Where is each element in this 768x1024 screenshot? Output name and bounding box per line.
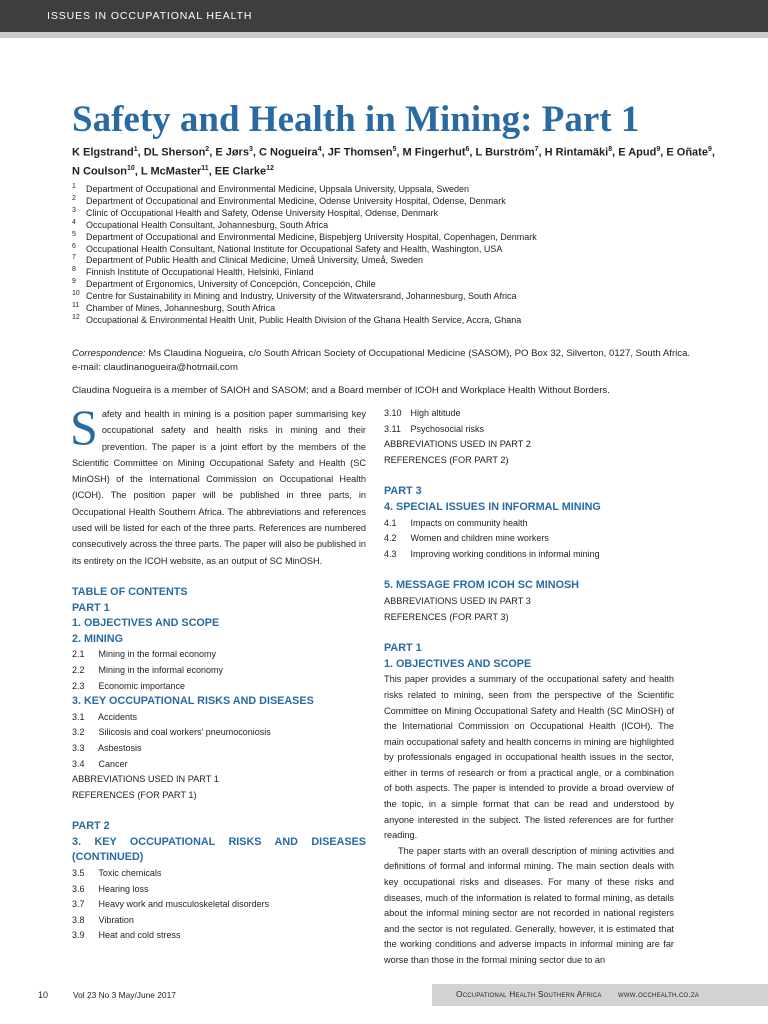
author-affiliation-number: 12 — [266, 164, 274, 172]
toc-item — [384, 531, 674, 547]
toc-heading: TABLE OF CONTENTS — [72, 585, 188, 598]
author-affiliation-number: 5 — [392, 146, 397, 153]
toc-item-title: Improving working conditions in informal mining — [408, 548, 600, 559]
toc-item — [384, 516, 674, 532]
issue-info: Vol 23 No 3 May/June 2017 — [73, 990, 176, 1000]
toc-item — [72, 882, 366, 898]
toc-abbrev-part1: ABBREVIATIONS USED IN PART 1 — [72, 774, 219, 785]
toc-part1-label: PART 1 — [72, 601, 110, 614]
author-name: M Fingerhut — [402, 146, 466, 159]
toc-item — [384, 406, 674, 422]
toc-item-title: Impacts on community health — [408, 517, 528, 528]
affiliation-item — [72, 303, 712, 315]
journal-name: Occupational Health Southern Africa — [456, 989, 602, 999]
affiliation-item — [72, 291, 712, 303]
affiliation-text: Chamber of Mines, Johannesburg, South Africa — [86, 303, 276, 314]
toc-refs-part1: REFERENCES (FOR PART 1) — [72, 789, 197, 800]
toc-refs-part2: REFERENCES (FOR PART 2) — [384, 454, 509, 465]
toc-section-1: 1. OBJECTIVES AND SCOPE — [72, 617, 220, 630]
affiliation-number: 10 — [72, 290, 80, 298]
intro-paragraph — [70, 399, 366, 569]
author-list: K Elgstrand$^1$, DL Sherson$^2$, E Jørs$^3$, C Nogueira$^4$, JF Thomsen$^5$, M Fingerhut$^6$, L Burström$^7$, H Rintamäki$^8$, E Apud$^9$, E Oñate$^9$, N Coulson$^{10}$, L McMaster$^{11}$, EE Clarke$^{12}$ — [72, 146, 715, 178]
affiliation-item — [72, 279, 712, 291]
author-affiliation-number: 3 — [248, 146, 253, 153]
toc-section-2-items — [72, 647, 366, 694]
toc-refs-part3: REFERENCES (FOR PART 3) — [384, 611, 509, 622]
toc-item-number: 2.2 — [72, 664, 85, 675]
toc-part2-items-right — [384, 406, 674, 437]
toc-item-title: Psychosocial risks — [408, 423, 485, 434]
affiliation-number: 2 — [72, 194, 76, 202]
affiliation-text: Department of Occupational and Environmental Medicine, Odense University Hospital, Odense, Denmark — [86, 195, 506, 206]
toc-item-title: Accidents — [96, 711, 138, 722]
toc-item — [72, 725, 366, 741]
affiliation-text: Department of Public Health and Clinical Medicine, Umeå University, Umeå, Sweden — [86, 255, 423, 266]
right-column — [384, 406, 674, 969]
toc-item-number: 3.3 — [72, 742, 85, 753]
toc-item-number: 3.2 — [72, 727, 85, 738]
author-name: EE Clarke — [214, 165, 267, 178]
toc-item-title: Asbestosis — [96, 742, 142, 753]
author-name: K Elgstrand — [72, 146, 134, 159]
author-affiliation-number: 6 — [465, 146, 470, 153]
toc-part3-label: PART 3 — [384, 485, 422, 498]
correspondence-text: Ms Claudina Nogueira, c/o South African Society of Occupational Medicine (SASOM), PO Box 32, Silverton, 0127, South Africa. e-mail: claudinanogueira@hotmail.com — [72, 348, 691, 373]
affiliation-item — [72, 255, 712, 267]
page-number: 10 — [38, 990, 49, 1000]
toc-item-number: 3.8 — [72, 914, 85, 925]
author-affiliation-number: 1 — [133, 146, 138, 153]
affiliation-number: 9 — [72, 278, 76, 286]
affiliation-number: 8 — [72, 266, 76, 274]
author-name: N Coulson — [72, 165, 127, 178]
toc-item-title: High altitude — [408, 408, 461, 418]
correspondence-label: Correspondence: — [72, 348, 146, 359]
toc-item — [384, 422, 674, 438]
toc-item-title: Heavy work and musculoskeletal disorders — [96, 899, 270, 910]
toc-section-3: 3. KEY OCCUPATIONAL RISKS AND DISEASES — [72, 695, 314, 708]
toc-item-number: 3.7 — [72, 899, 85, 910]
affiliation-item — [72, 232, 712, 244]
author-name: C Nogueira — [259, 146, 318, 159]
toc-section-5: 5. MESSAGE FROM ICOH SC MINOSH — [384, 579, 579, 592]
affiliation-number: 11 — [72, 302, 80, 310]
toc-item-number: 3.1 — [72, 711, 85, 722]
affiliation-number: 7 — [72, 254, 76, 262]
toc-item — [72, 679, 366, 695]
affiliation-number: 4 — [72, 218, 76, 226]
toc-item-title: Silicosis and coal workers' pneumoconiosis — [96, 727, 271, 738]
affiliation-item — [72, 208, 712, 220]
toc-section-2: 2. MINING — [72, 632, 123, 645]
affiliation-text: Centre for Sustainability in Mining and Industry, University of the Witwatersrand, Johannesburg, South Africa — [86, 291, 517, 302]
author-affiliation-number: 4 — [317, 146, 322, 153]
affiliation-text: Occupational & Environmental Health Unit, Public Health Division of the Ghana Health Service, Accra, Ghana — [86, 314, 522, 325]
left-column — [70, 399, 366, 944]
author-name: E Jørs — [215, 146, 249, 159]
affiliation-text: Occupational Health Consultant, National Institute for Occupational Safety and Health, Washington, USA — [86, 243, 503, 254]
toc-item-number: 4.3 — [384, 548, 397, 559]
toc-item-number: 3.5 — [72, 868, 85, 879]
author-affiliation-number: 10 — [127, 164, 135, 172]
toc-section-4: 4. SPECIAL ISSUES IN INFORMAL MINING — [384, 500, 601, 513]
member-note: Claudina Nogueira is a member of SAIOH and SASOM; and a Board member of ICOH and Workplace Health Without Borders. — [72, 385, 610, 396]
affiliation-text: Clinic of Occupational Health and Safety, Odense University Hospital, Odense, Denmark — [86, 207, 439, 218]
header-bar — [0, 0, 768, 38]
toc-abbrev-part2: ABBREVIATIONS USED IN PART 2 — [384, 439, 531, 450]
affiliation-text: Department of Ergonomics, University of Concepción, Concepción, Chile — [86, 279, 376, 290]
author-affiliation-number: 2 — [205, 146, 210, 153]
toc-item — [72, 663, 366, 679]
toc-part2-section-3: 3. KEY OCCUPATIONAL RISKS AND DISEASES (CONTINUED) — [72, 835, 366, 864]
author-affiliation-number: 8 — [608, 146, 613, 153]
toc-item — [72, 928, 366, 944]
toc-item — [72, 897, 366, 913]
toc-item-title: Vibration — [96, 914, 134, 925]
affiliation-text: Department of Occupational and Environmental Medicine, Uppsala University, Uppsala, Sweden — [86, 184, 470, 194]
body-part-label: PART 1 — [384, 642, 422, 655]
page-footer — [0, 984, 768, 1024]
toc-item-title: Toxic chemicals — [96, 868, 162, 879]
affiliation-item — [72, 220, 712, 232]
affiliation-item — [72, 244, 712, 256]
toc-item — [72, 757, 366, 773]
toc-item — [72, 741, 366, 757]
toc-part2-label: PART 2 — [72, 820, 110, 833]
body-paragraph-1: This paper provides a summary of the occupational safety and health risks related to mining, seen from the perspective of the Scientific Committee on Mining Occupational Safety and Health (SC MinOSH) of the International Commission on Occupational Health (ICOH). The main occupational safety and health concerns in mining are highlighted by professionals engaged in occupational health issues in the sector, either in terms of research or from a practical angle, or a combination of both aspects. The paper is intended to provide a broad overview of the topic, in a simple format that can be read and understood by anyone interested in the subject. The listed references are for further reading. — [384, 674, 674, 841]
affiliation-item — [72, 315, 712, 327]
toc-part2-items-left — [72, 866, 366, 944]
affiliation-number: 1 — [72, 183, 76, 190]
drop-cap: S — [70, 399, 98, 455]
author-affiliation-number: 9 — [656, 146, 661, 153]
toc-item-number: 4.2 — [384, 533, 397, 544]
toc-item-number: 3.10 — [384, 408, 402, 418]
author-name: DL Sherson — [143, 146, 206, 159]
journal-website[interactable]: www.occhealth.co.za — [618, 989, 699, 999]
toc-abbrev-part3: ABBREVIATIONS USED IN PART 3 — [384, 595, 531, 606]
toc-item-title: Cancer — [96, 758, 128, 769]
toc-item — [384, 547, 674, 563]
toc-item-title: Heat and cold stress — [96, 930, 181, 941]
affiliation-text: Department of Occupational and Environmental Medicine, Bispebjerg University Hospital, Copenhagen, Denmark — [86, 231, 537, 242]
intro-text: afety and health in mining is a position paper summarising key occupational safety and health risks in mining and their prevention. The paper is a joint effort by the members of the Scientific Committee on Mining Occupational Safety and Health (SC MinOSH) of the International Commission on Occupational Health (ICOH). The position paper will be published in three parts, in Occupational Health Southern Africa. The abbreviations and references used will be listed for each of the three parts. References are numbered consecutively across the three parts. The paper will also be published in its entirety on the ICOH website, as an output of SC MinOSH. — [72, 409, 366, 566]
toc-item-title: Women and children mine workers — [408, 533, 549, 544]
author-name: L Burström — [475, 146, 535, 159]
toc-item-number: 4.1 — [384, 517, 397, 528]
affiliation-text: Finnish Institute of Occupational Health, Helsinki, Finland — [86, 267, 314, 278]
toc-item — [72, 710, 366, 726]
toc-item-number: 3.9 — [72, 930, 85, 941]
author-name: L McMaster — [140, 165, 202, 178]
author-name: E Oñate — [666, 146, 708, 159]
author-affiliation-number: 11 — [201, 164, 209, 172]
toc-item-title: Mining in the formal economy — [96, 649, 217, 660]
affiliation-number: 6 — [72, 242, 76, 250]
toc-item-number: 2.3 — [72, 680, 85, 691]
article-title: Safety and Health in Mining: Part 1 — [72, 99, 640, 140]
toc-item-number: 3.4 — [72, 758, 85, 769]
correspondence — [72, 347, 692, 374]
author-name: H Rintamäki — [544, 146, 609, 159]
affiliation-item — [72, 184, 712, 196]
body-section-heading: 1. OBJECTIVES AND SCOPE — [384, 657, 532, 670]
affiliation-item — [72, 267, 712, 279]
toc-item-number: 3.11 — [384, 423, 401, 434]
toc-item-title: Hearing loss — [96, 883, 149, 894]
author-affiliation-number: 7 — [534, 146, 539, 153]
toc-item-title: Economic importance — [96, 680, 186, 691]
toc-item — [72, 913, 366, 929]
toc-item-title: Mining in the informal economy — [96, 664, 224, 675]
affiliation-text: Occupational Health Consultant, Johannesburg, South Africa — [86, 219, 329, 230]
toc-item — [72, 647, 366, 663]
toc-item-number: 3.6 — [72, 883, 85, 894]
affiliation-number: 12 — [72, 313, 80, 321]
body-paragraph-2: The paper starts with an overall description of mining activities and definitions of formal and informal mining. The main section deals with key occupational risks and diseases. For many of these risks and diseases, much of the information is related to formal mining, as details about the informal mining sector are not recorded in national registers and the sector is not regulated. Generally, however, it is estimated that the working conditions and adverse impacts in informal mining are far worse than those in the formal mining sector due to an — [384, 845, 674, 965]
header-underline — [0, 32, 768, 38]
section-label: ISSUES IN OCCUPATIONAL HEALTH — [47, 10, 253, 22]
affiliation-number: 3 — [72, 206, 76, 214]
author-affiliation-number: 9 — [707, 146, 712, 153]
affiliation-item — [72, 196, 712, 208]
toc-item-number: 2.1 — [72, 649, 85, 660]
affiliation-number: 5 — [72, 230, 76, 238]
affiliation-list — [72, 184, 712, 327]
author-name: E Apud — [618, 146, 657, 159]
toc-part3-items — [384, 516, 674, 563]
footer-band — [432, 984, 768, 1006]
author-name: JF Thomsen — [327, 146, 393, 159]
toc-section-3-items — [72, 710, 366, 772]
toc-item — [72, 866, 366, 882]
